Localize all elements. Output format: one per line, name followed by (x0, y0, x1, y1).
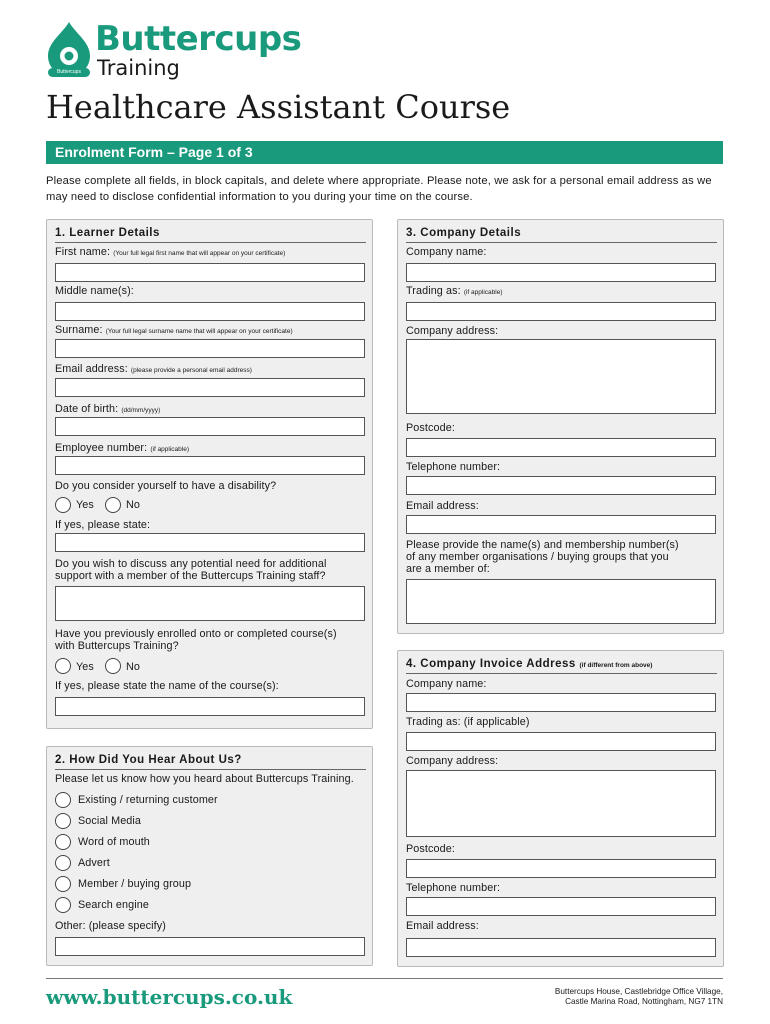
email-label (55, 363, 252, 377)
if-yes-state-label: If yes, please state: (55, 519, 151, 531)
company-details-panel (397, 219, 724, 634)
option-advert-radio[interactable] (55, 855, 71, 871)
option-existing-customer-label: Existing / returning customer (78, 794, 218, 806)
page-title: Healthcare Assistant Course (46, 88, 511, 126)
divider (55, 769, 366, 770)
trading-as-note: (if applicable) (463, 289, 503, 296)
surname-text: Surname: (55, 324, 103, 336)
first-name-note: (Your full legal first name that will appear on your certificate) (113, 250, 286, 257)
company-address-label: Company address: (406, 325, 499, 337)
option-member-group-label: Member / buying group (78, 878, 192, 890)
other-specify-label: Other: (please specify) (55, 920, 166, 932)
membership-question-line1: Please provide the name(s) and membership number(s) (406, 539, 679, 551)
company-email-label: Email address: (406, 500, 479, 512)
employee-number-label (55, 442, 189, 456)
postcode-field[interactable] (406, 438, 716, 457)
invoice-trading-as-field[interactable] (406, 732, 716, 751)
invoice-address-panel (397, 650, 724, 967)
brand-sub: Training (97, 56, 180, 80)
employee-number-field[interactable] (55, 456, 365, 475)
section-banner: Enrolment Form – Page 1 of 3 (46, 141, 723, 164)
invoice-heading-text: 4. Company Invoice Address (406, 658, 576, 670)
surname-note: (Your full legal surname name that will appear on your certificate) (105, 328, 293, 335)
disability-details-field[interactable] (55, 533, 365, 552)
invoice-company-name-label: Company name: (406, 678, 487, 690)
option-search-engine-label: Search engine (78, 899, 149, 911)
invoice-company-address-label: Company address: (406, 755, 499, 767)
membership-question-line3: are a member of: (406, 563, 490, 575)
telephone-label: Telephone number: (406, 461, 501, 473)
invoice-postcode-label: Postcode: (406, 843, 455, 855)
company-name-field[interactable] (406, 263, 716, 282)
support-question-line1: Do you wish to discuss any potential need for additional (55, 558, 327, 570)
company-details-heading: 3. Company Details (406, 227, 522, 239)
disability-yes-radio[interactable] (55, 497, 71, 513)
other-specify-field[interactable] (55, 937, 365, 956)
invoice-heading-note: (if different from above) (579, 662, 653, 669)
divider (406, 673, 717, 674)
invoice-trading-as-label: Trading as: (if applicable) (406, 716, 530, 728)
footer-address (460, 987, 723, 1007)
company-email-field[interactable] (406, 515, 716, 534)
employee-number-text: Employee number: (55, 442, 148, 454)
middle-names-field[interactable] (55, 302, 365, 321)
invoice-email-field[interactable] (406, 938, 716, 957)
option-search-engine-radio[interactable] (55, 897, 71, 913)
disability-question: Do you consider yourself to have a disability? (55, 480, 277, 492)
middle-names-label: Middle name(s): (55, 285, 134, 297)
invoice-postcode-field[interactable] (406, 859, 716, 878)
option-existing-customer-radio[interactable] (55, 792, 71, 808)
footer-divider (46, 978, 723, 979)
first-name-field[interactable] (55, 263, 365, 282)
dob-text: Date of birth: (55, 403, 119, 415)
invoice-telephone-label: Telephone number: (406, 882, 501, 894)
dob-field[interactable] (55, 417, 365, 436)
trading-as-field[interactable] (406, 302, 716, 321)
learner-details-heading: 1. Learner Details (55, 227, 160, 239)
previous-course-state-label: If yes, please state the name of the course(s): (55, 680, 279, 692)
option-member-group-radio[interactable] (55, 876, 71, 892)
option-word-of-mouth-label: Word of mouth (78, 836, 150, 848)
previous-course-question-line2: with Buttercups Training? (55, 640, 179, 652)
logo-tag: Buttercups (48, 68, 90, 77)
email-field[interactable] (55, 378, 365, 397)
first-name-text: First name: (55, 246, 111, 258)
how-did-you-hear-heading: 2. How Did You Hear About Us? (55, 754, 242, 766)
disability-no-radio[interactable] (105, 497, 121, 513)
postcode-label: Postcode: (406, 422, 455, 434)
invoice-telephone-field[interactable] (406, 897, 716, 916)
support-question-line2: support with a member of the Buttercups Training staff? (55, 570, 326, 582)
invoice-company-address-field[interactable] (406, 770, 716, 837)
dob-label (55, 403, 160, 417)
telephone-field[interactable] (406, 476, 716, 495)
option-advert-label: Advert (78, 857, 110, 869)
disability-no-label: No (126, 499, 141, 511)
how-did-you-hear-panel (46, 746, 373, 966)
address-line-2: Castle Marina Road, Nottingham, NG7 1TN (565, 997, 723, 1006)
learner-details-panel (46, 219, 373, 729)
disability-yes-label: Yes (76, 499, 94, 511)
option-social-media-label: Social Media (78, 815, 142, 827)
previous-course-yes-radio[interactable] (55, 658, 71, 674)
brand-name: Buttercups (95, 19, 302, 59)
support-details-field[interactable] (55, 586, 365, 621)
membership-question-line2: of any member organisations / buying groups that you (406, 551, 669, 563)
surname-field[interactable] (55, 339, 365, 358)
previous-course-field[interactable] (55, 697, 365, 716)
previous-course-question-line1: Have you previously enrolled onto or completed course(s) (55, 628, 337, 640)
intro-text: Please complete all fields, in block capitals, and delete where appropriate. Please note, we ask for a personal email address as we may need to disclose confidential information to you during your time on the course. (46, 175, 712, 203)
surname-label (55, 324, 293, 338)
employee-note: (if applicable) (150, 446, 190, 453)
previous-course-no-radio[interactable] (105, 658, 121, 674)
address-line-1: Buttercups House, Castlebridge Office Village, (554, 987, 723, 996)
invoice-address-heading (406, 657, 652, 673)
invoice-company-name-field[interactable] (406, 693, 716, 712)
membership-details-field[interactable] (406, 579, 716, 624)
previous-course-yes-label: Yes (76, 661, 94, 673)
option-social-media-radio[interactable] (55, 813, 71, 829)
divider (406, 242, 717, 243)
email-text: Email address: (55, 363, 128, 375)
company-address-field[interactable] (406, 339, 716, 414)
dob-note: (dd/mm/yyyy) (121, 407, 161, 414)
company-name-label: Company name: (406, 246, 487, 258)
how-did-you-hear-prompt: Please let us know how you heard about Buttercups Training. (55, 773, 354, 785)
first-name-label (55, 246, 285, 260)
email-note: (please provide a personal email address) (130, 367, 252, 374)
trading-as-label (406, 285, 503, 299)
option-word-of-mouth-radio[interactable] (55, 834, 71, 850)
trading-as-text: Trading as: (406, 285, 461, 297)
divider (55, 242, 366, 243)
website-link[interactable]: www.buttercups.co.uk (46, 985, 293, 1009)
invoice-email-label: Email address: (406, 920, 479, 932)
previous-course-no-label: No (126, 661, 141, 673)
